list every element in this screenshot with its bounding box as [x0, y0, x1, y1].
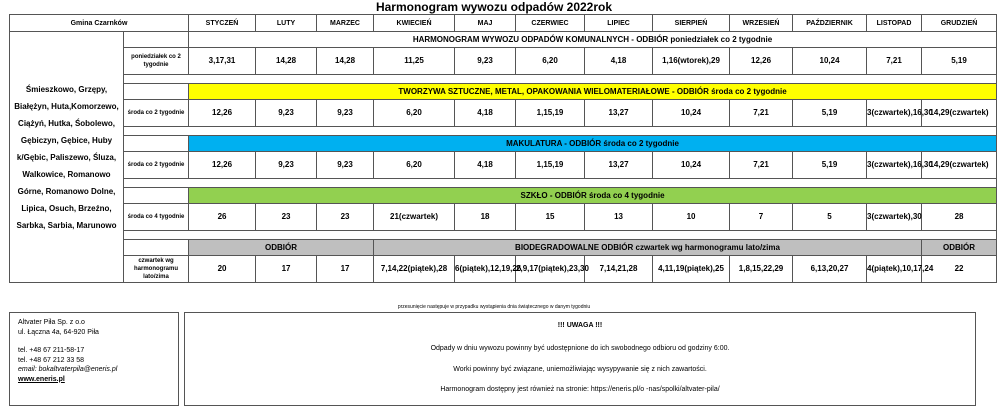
date-cell: 5: [793, 204, 867, 231]
month-header: CZERWIEC: [516, 15, 585, 32]
band-makulatura: MAKULATURA - ODBIÓR środa co 2 tygodnie: [189, 136, 997, 152]
date-cell: 6,20: [374, 100, 455, 127]
date-cell: 7,21: [730, 100, 793, 127]
month-header: MARZEC: [317, 15, 374, 32]
date-cell: 12,26: [189, 100, 256, 127]
date-cell: 4,18: [455, 152, 516, 179]
date-cell: 9,23: [317, 152, 374, 179]
date-cell: 1,8,15,22,29: [730, 256, 793, 283]
band-row-bio: [10, 240, 997, 256]
row-description: czwartek wg harmonogramu lato/zima: [124, 256, 189, 283]
holiday-note: przesunięcie następuje w przypadku wystąpienia dnia świątecznego w danym tygodniu: [397, 304, 591, 310]
month-header: GRUDZIEŃ: [922, 15, 997, 32]
values-row-szklo: [10, 204, 997, 231]
date-cell: 7,14,21,28: [585, 256, 653, 283]
row-description: poniedziałek co 2 tygodnie: [124, 48, 189, 75]
date-cell: 6,20: [516, 48, 585, 75]
contact-box: [9, 312, 179, 406]
date-cell: 12,26: [189, 152, 256, 179]
date-cell: 3(czwartek),16,30: [867, 152, 922, 179]
band-row-komunalne: [10, 32, 997, 48]
date-cell: 20: [189, 256, 256, 283]
date-cell: 4,18: [455, 100, 516, 127]
date-cell: 13,27: [585, 152, 653, 179]
date-cell: 15: [516, 204, 585, 231]
band-bio-odbior-left: ODBIÓR: [189, 240, 374, 256]
month-header-row: [10, 15, 997, 32]
date-cell: 13: [585, 204, 653, 231]
email-link[interactable]: email: bokaltvaterpila@eneris.pl: [18, 366, 118, 373]
date-cell: 4,18: [585, 48, 653, 75]
date-cell: 3(czwartek),30: [867, 204, 922, 231]
row-description: środa co 4 tygodnie: [124, 204, 189, 231]
warning-line: Worki powinny być związane, uniemożliwiając wysypywanie się z nich zawartości.: [453, 366, 707, 373]
month-header: LUTY: [256, 15, 317, 32]
date-cell: 7,21: [730, 152, 793, 179]
date-cell: 17: [256, 256, 317, 283]
date-cell: 6,20: [374, 152, 455, 179]
date-cell: 9,23: [455, 48, 516, 75]
date-cell: 14,28: [256, 48, 317, 75]
date-cell: 17: [317, 256, 374, 283]
date-cell: 2,9,17(piątek),23,30: [516, 256, 585, 283]
page-title: Harmonogram wywozu odpadów 2022rok: [375, 0, 613, 14]
date-cell: 23: [317, 204, 374, 231]
area-list: Śmieszkowo, Grzępy, Białężyn, Huta,Komorzewo, Ciążyń, Hutka, Śobolewo, Gębiczyn, Gębice, Huby k/Gębic, Paliszewo, Śluza, Walkowice, Romanowo Górne, Romanowo Dolne, Lipica, Osuch, Brzeźno, Sarbka, Sarbia, Marunowo: [10, 32, 124, 283]
band-row-tworzywa: [10, 84, 997, 100]
date-cell: 23: [256, 204, 317, 231]
month-header: STYCZEŃ: [189, 15, 256, 32]
date-cell: 10: [653, 204, 730, 231]
phone-1: tel. +48 67 211-58-17: [18, 347, 85, 354]
company-name: Altvater Piła Sp. z o.o: [18, 319, 85, 326]
footer: [9, 312, 976, 408]
gmina-name: Gmina Czarnków: [10, 15, 189, 32]
date-cell: 7,14,22(piątek),28: [374, 256, 455, 283]
date-cell: 10,24: [653, 152, 730, 179]
date-cell: 7,21: [867, 48, 922, 75]
date-cell: 4,11,19(piątek),25: [653, 256, 730, 283]
band-bio: BIODEGRADOWALNE ODBIÓR czwartek wg harmonogramu lato/zima: [374, 240, 922, 256]
date-cell: 9,23: [256, 152, 317, 179]
values-row-bio: [10, 256, 997, 283]
warning-box: [184, 312, 976, 406]
date-cell: 18: [455, 204, 516, 231]
date-cell: 5,19: [793, 100, 867, 127]
values-row-komunalne: [10, 48, 997, 75]
date-cell: 5,19: [922, 48, 997, 75]
row-description: środa co 2 tygodnie: [124, 152, 189, 179]
values-row-makulatura: [10, 152, 997, 179]
warning-heading: !!! UWAGA !!!: [557, 322, 603, 329]
website-link[interactable]: www.eneris.pl: [18, 375, 65, 383]
date-cell: 10,24: [653, 100, 730, 127]
date-cell: 7: [730, 204, 793, 231]
month-header: MAJ: [455, 15, 516, 32]
date-cell: 11,25: [374, 48, 455, 75]
band-szklo: SZKŁO - ODBIÓR środa co 4 tygodnie: [189, 188, 997, 204]
band-row-szklo: [10, 188, 997, 204]
band-komunalne: HARMONOGRAM WYWOZU ODPADÓW KOMUNALNYCH - ODBIÓR poniedziałek co 2 tygodnie: [189, 32, 997, 48]
month-header: PAŹDZIERNIK: [793, 15, 867, 32]
date-cell: 6,13,20,27: [793, 256, 867, 283]
month-header: LISTOPAD: [867, 15, 922, 32]
month-header: KWIECIEŃ: [374, 15, 455, 32]
band-row-makulatura: [10, 136, 997, 152]
values-row-tworzywa: [10, 100, 997, 127]
month-header: WRZESIEŃ: [730, 15, 793, 32]
date-cell: 14,29(czwartek): [922, 100, 997, 127]
warning-line: Odpady w dniu wywozu powinny być udostępnione do ich swobodnego odbioru od godziny 6:00.: [430, 345, 730, 352]
company-address: ul. Łączna 4a, 64-920 Piła: [18, 328, 99, 336]
date-cell: 28: [922, 204, 997, 231]
date-cell: 9,23: [317, 100, 374, 127]
month-header: LIPIEC: [585, 15, 653, 32]
date-cell: 22: [922, 256, 997, 283]
date-cell: 1,15,19: [516, 100, 585, 127]
band-bio-odbior-right: ODBIÓR: [922, 240, 997, 256]
schedule-table: [9, 14, 997, 283]
date-cell: 1,16(wtorek),29: [653, 48, 730, 75]
date-cell: 14,29(czwartek): [922, 152, 997, 179]
date-cell: 13,27: [585, 100, 653, 127]
date-cell: 3(czwartek),16,30: [867, 100, 922, 127]
row-description: środa co 2 tygodnie: [124, 100, 189, 127]
date-cell: 21(czwartek): [374, 204, 455, 231]
date-cell: 10,24: [793, 48, 867, 75]
warning-line: Harmonogram dostępny jest również na stronie: https://eneris.pl/o -nas/spolki/altvater-pila/: [440, 386, 720, 393]
date-cell: 12,26: [730, 48, 793, 75]
date-cell: 5,19: [793, 152, 867, 179]
date-cell: 4(piątek),10,17,24: [867, 256, 922, 283]
date-cell: 1,15,19: [516, 152, 585, 179]
date-cell: 14,28: [317, 48, 374, 75]
date-cell: 6(piątek),12,19,26: [455, 256, 516, 283]
date-cell: 26: [189, 204, 256, 231]
date-cell: 9,23: [256, 100, 317, 127]
band-tworzywa: TWORZYWA SZTUCZNE, METAL, OPAKOWANIA WIELOMATERIAŁOWE - ODBIÓR środa co 2 tygodnie: [189, 84, 997, 100]
phone-2: tel. +48 67 212 33 58: [18, 356, 84, 364]
date-cell: 3,17,31: [189, 48, 256, 75]
month-header: SIERPIEŃ: [653, 15, 730, 32]
